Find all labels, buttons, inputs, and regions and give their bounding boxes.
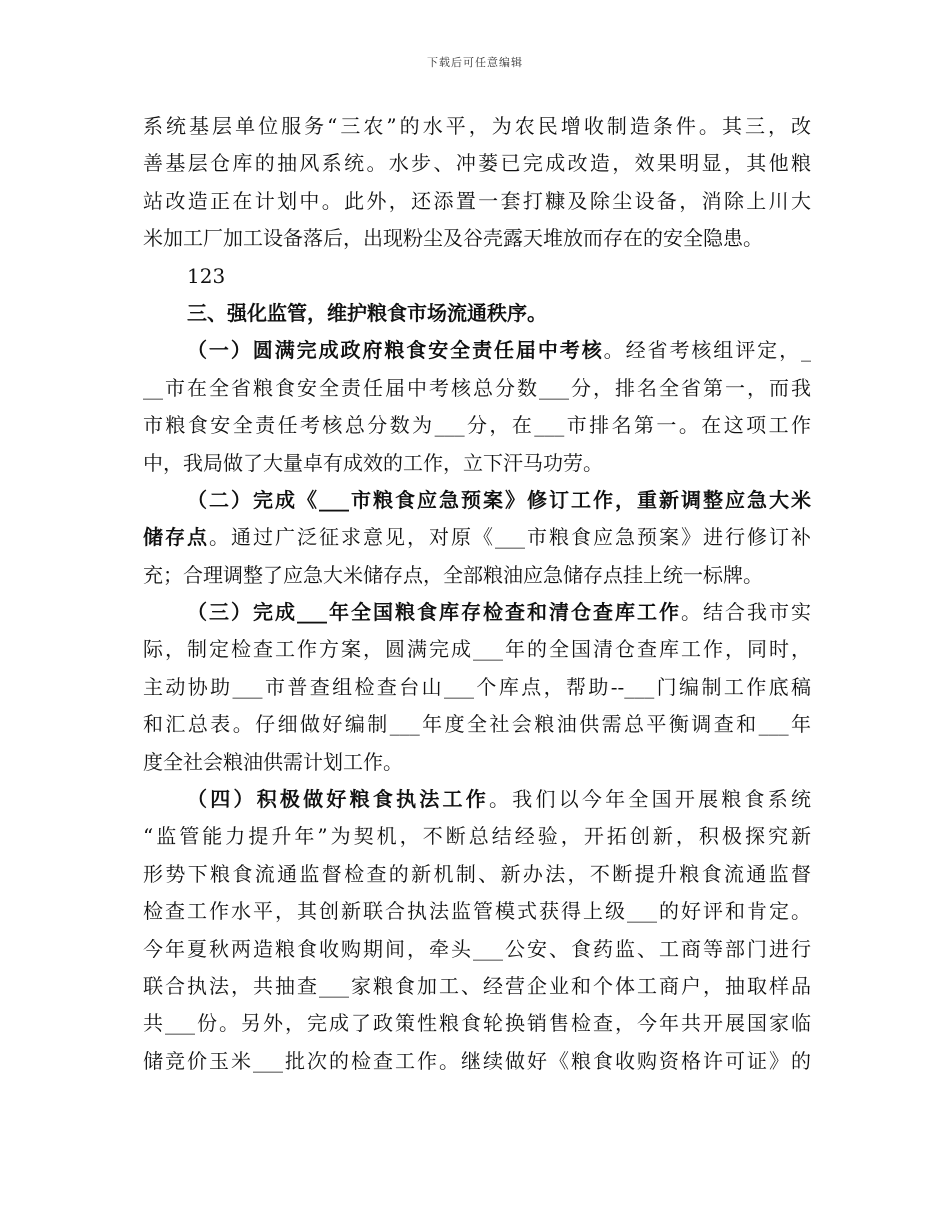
text-line bbox=[143, 482, 811, 519]
text-line: 度全社会粮油供需计划工作。 bbox=[143, 749, 403, 774]
item-heading: （二）完成《___市粮食应急预案》修订工作，重新调整应急大米 bbox=[187, 487, 811, 512]
text-line: “监管能力提升年”为契机，不断总结经验，开拓创新，积极探究新 bbox=[143, 824, 811, 849]
text-line bbox=[143, 519, 811, 556]
text-line: 和汇总表。仔细做好编制___年度全社会粮油供需总平衡调查和___年 bbox=[143, 712, 811, 737]
item-heading: （一）圆满完成政府粮食安全责任届中考核 bbox=[187, 338, 604, 363]
document-body bbox=[143, 108, 811, 1080]
text-line: 今年夏秋两造粮食收购期间，牵头___公安、食药监、工商等部门进行 bbox=[143, 936, 811, 961]
text-line: 系统基层单位服务“三农”的水平，为农民增收制造条件。其三，改 bbox=[143, 114, 811, 138]
text-line: __市在全省粮食安全责任届中考核总分数___分，排名全省第一，而我 bbox=[143, 375, 811, 400]
text-line: 市粮食安全责任考核总分数为___分，在___市排名第一。在这项工作 bbox=[143, 413, 811, 438]
paragraph-continuation bbox=[143, 108, 811, 258]
page-header: 下载后可任意编辑 bbox=[427, 56, 523, 69]
paragraph-item-2 bbox=[143, 482, 811, 594]
text-line: 际，制定检查工作方案，圆满完成___年的全国清仓查库工作，同时， bbox=[143, 637, 811, 662]
text-line: 主动协助___市普查组检查台山___个库点，帮助--___门编制工作底稿 bbox=[143, 674, 811, 699]
text-line: 联合执法，共抽查___家粮食加工、经营企业和个体工商户，抽取样品 bbox=[143, 973, 811, 998]
text-line: 中，我局做了大量卓有成效的工作，立下汗马功劳。 bbox=[143, 450, 603, 475]
text-run: 。结合我市实 bbox=[681, 600, 811, 625]
text-line: 形势下粮食流通监督检查的新机制、新办法，不断提升粮食流通监督 bbox=[143, 861, 811, 886]
paragraph-item-3 bbox=[143, 594, 811, 781]
item-heading-cont: 储存点 bbox=[143, 525, 209, 550]
text-run: 。通过广泛征求意见，对原《___市粮食应急预案》进行修订补 bbox=[209, 525, 811, 550]
text-run: 。经省考核组评定，_ bbox=[603, 338, 811, 363]
text-line: 共___份。另外，完成了政策性粮食轮换销售检查，今年共开展国家临 bbox=[143, 1011, 811, 1036]
page-number-text: 123 bbox=[187, 263, 226, 288]
paragraph-item-4 bbox=[143, 781, 811, 1080]
text-line bbox=[143, 332, 811, 369]
item-heading: （四）积极做好粮食执法工作 bbox=[187, 787, 489, 812]
text-line: 检查工作水平，其创新联合执法监管模式获得上级___的好评和肯定。 bbox=[143, 899, 811, 924]
paragraph-item-1 bbox=[143, 332, 811, 482]
text-line: 米加工厂加工设备落后，出现粉尘及谷壳露天堆放而存在的安全隐患。 bbox=[143, 226, 763, 251]
text-line: 储竞价玉米___批次的检查工作。继续做好《粮食收购资格许可证》的 bbox=[143, 1048, 811, 1073]
text-line: 站改造正在计划中。此外，还添置一套打糠及除尘设备，消除上川大 bbox=[143, 188, 811, 213]
text-line: 充；合理调整了应急大米储存点，全部粮油应急储存点挂上统一标牌。 bbox=[143, 562, 763, 587]
item-heading: （三）完成___年全国粮食库存检查和清仓查库工作 bbox=[187, 600, 681, 625]
section-heading: 三、强化监管，维护粮食市场流通秩序。 bbox=[187, 300, 547, 325]
text-line bbox=[143, 594, 811, 631]
text-line: 善基层仓库的抽风系统。水步、冲蒌已完成改造，效果明显，其他粮 bbox=[143, 151, 811, 176]
text-line bbox=[143, 781, 811, 818]
text-run: 。我们以今年全国开展粮食系统 bbox=[489, 787, 811, 812]
